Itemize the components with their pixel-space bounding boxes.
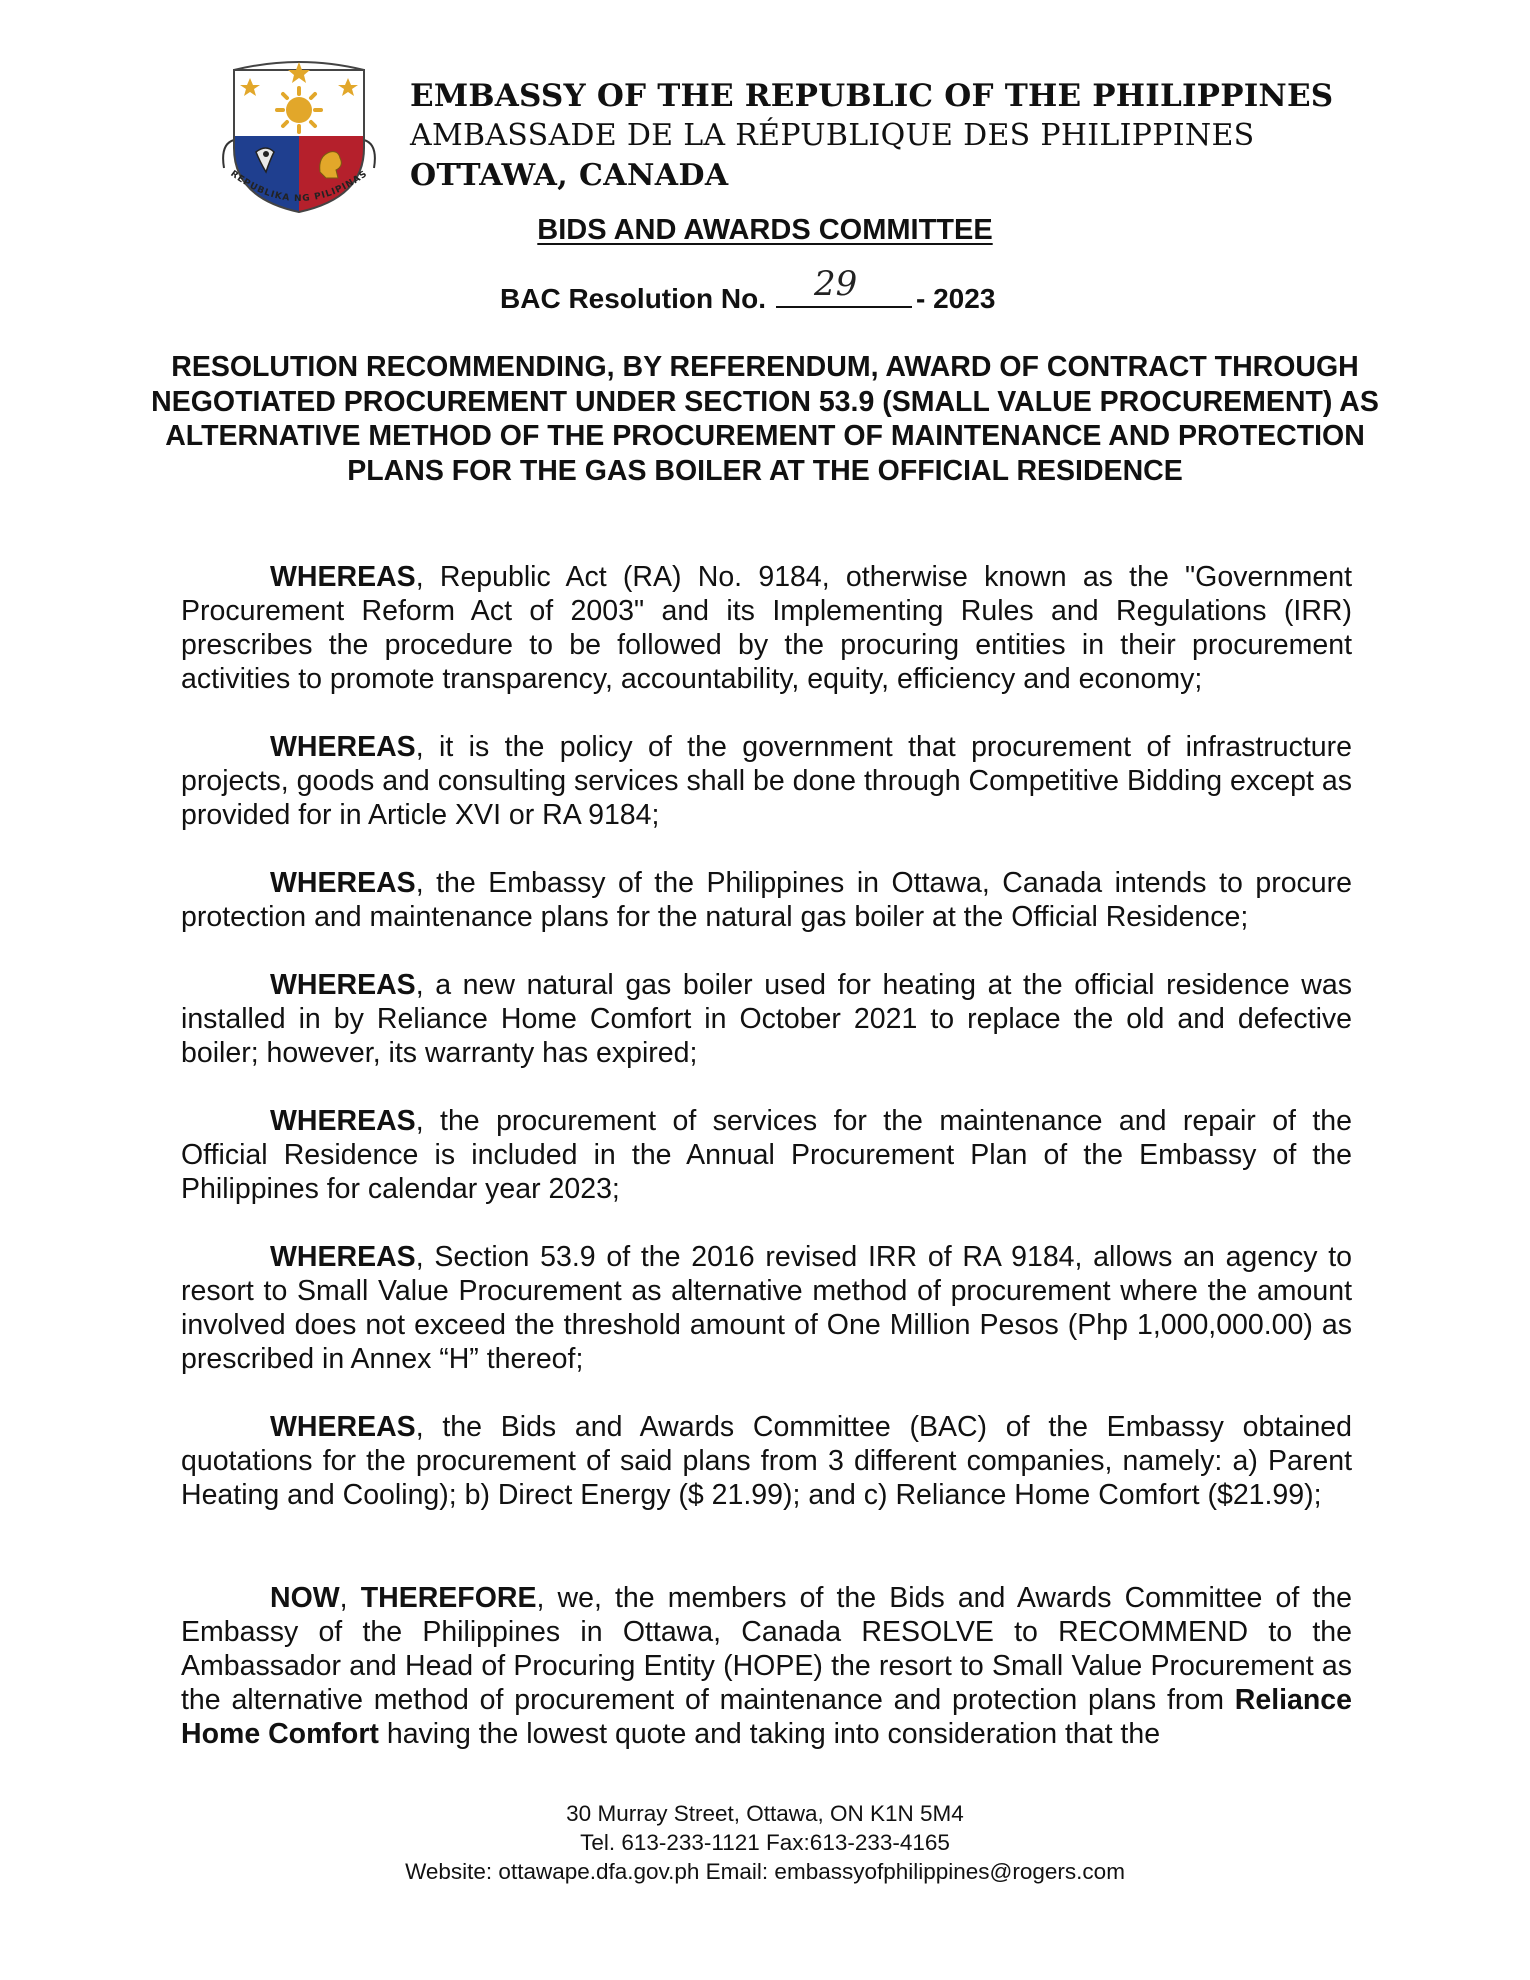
footer-phone-fax: Tel. 613-233-1121 Fax:613-233-4165 — [580, 1830, 950, 1855]
paragraph-text-continued: having the lowest quote and taking into consideration that the — [378, 1718, 1161, 1750]
paragraph-text: , Section 53.9 of the 2016 revised IRR of RA 9184, allows an agency to resort to Small Value Procurement as alternative method of procurement where the amount involved does not exceed the threshold amount of One Million Pesos (Php 1,000,000.00) as prescribed in Annex “H” thereof; — [181, 1241, 1352, 1375]
resolution-label: BAC Resolution No. — [500, 283, 766, 314]
resolution-number-line — [500, 264, 996, 315]
whereas-paragraph-1 — [181, 560, 1352, 696]
embassy-name-french: AMBASSADE DE LA RÉPUBLIQUE DES PHILIPPINES — [410, 118, 1255, 153]
therefore-lead: THEREFORE — [360, 1582, 537, 1614]
awardee-name: Reliance Home Comfort — [181, 1684, 1352, 1750]
seal-text: REPUBLIKA NG PILIPINAS — [228, 168, 370, 205]
paragraph-text: , the Bids and Awards Committee (BAC) of the Embassy obtained quotations for the procurement of said plans from 3 different companies, namely: a) Parent Heating and Cooling); b) Direct Energy ($ 21.99); and c) Reliance Home Comfort ($21.99); — [181, 1411, 1352, 1511]
whereas-paragraph-2 — [181, 730, 1352, 832]
whereas-lead: WHEREAS — [270, 1105, 416, 1137]
whereas-paragraph-3 — [181, 866, 1352, 934]
resolution-title: RESOLUTION RECOMMENDING, BY REFERENDUM, AWARD OF CONTRACT THROUGH NEGOTIATED PROCUREMENT UNDER SECTION 53.9 (SMALL VALUE PROCUREMENT) AS ALTERNATIVE METHOD OF THE PROCUREMENT OF MAINTENANCE AND PROTECTION PLANS FOR THE GAS BOILER AT THE OFFICIAL RESIDENCE — [151, 351, 1379, 487]
letterhead-footer — [0, 1799, 1530, 1886]
committee-name: BIDS AND AWARDS COMMITTEE — [537, 214, 993, 246]
paragraph-text: , the Embassy of the Philippines in Ottawa, Canada intends to procure protection and maintenance plans for the natural gas boiler at the Official Residence; — [181, 867, 1352, 933]
resolve-paragraph — [181, 1581, 1352, 1751]
whereas-paragraph-7 — [181, 1410, 1352, 1512]
whereas-paragraph-5 — [181, 1104, 1352, 1206]
paragraph-text: , Republic Act (RA) No. 9184, otherwise known as the "Government Procurement Reform Act of 2003" and its Implementing Rules and Regulations (IRR) prescribes the procedure to be followed by the procuring entities in their procurement activities to promote transparency, accountability, equity, efficiency and economy; — [181, 561, 1352, 695]
philippine-coat-of-arms-icon — [220, 48, 378, 228]
whereas-lead: WHEREAS — [270, 1411, 416, 1443]
paragraph-text: , we, the members of the Bids and Awards Committee of the Embassy of the Philippines in Ottawa, Canada RESOLVE to RECOMMEND to the Ambassador and Head of Procuring Entity (HOPE) the resort to Small Value Procurement as the alternative method of procurement of maintenance and protection plans from — [181, 1582, 1352, 1716]
embassy-name-english: EMBASSY OF THE REPUBLIC OF THE PHILIPPINES — [410, 78, 1334, 114]
whereas-lead: WHEREAS — [270, 731, 416, 763]
resolution-number-handwritten: 29 — [814, 264, 858, 304]
resolution-number-blank — [776, 264, 912, 308]
whereas-paragraph-6 — [181, 1240, 1352, 1376]
embassy-city: OTTAWA, CANADA — [410, 158, 729, 193]
whereas-lead: WHEREAS — [270, 867, 416, 899]
paragraph-text: , the procurement of services for the maintenance and repair of the Official Residence is included in the Annual Procurement Plan of the Embassy of the Philippines for calendar year 2023; — [181, 1105, 1352, 1205]
whereas-lead: WHEREAS — [270, 1241, 416, 1273]
footer-address: 30 Murray Street, Ottawa, ON K1N 5M4 — [566, 1801, 964, 1826]
committee-heading — [0, 214, 1530, 247]
footer-website-email: Website: ottawape.dfa.gov.ph Email: embassyofphilippines@rogers.com — [405, 1859, 1125, 1884]
resolution-year: - 2023 — [916, 283, 996, 314]
whereas-lead: WHEREAS — [270, 561, 416, 593]
now-lead: NOW — [270, 1582, 340, 1614]
paragraph-text: , a new natural gas boiler used for heating at the official residence was installed in by Reliance Home Comfort in October 2021 to replace the old and defective boiler; however, its warranty has expired; — [181, 969, 1352, 1069]
whereas-lead: WHEREAS — [270, 969, 416, 1001]
lead-separator: , — [339, 1582, 361, 1614]
paragraph-text: , it is the policy of the government that procurement of infrastructure projects, goods and consulting services shall be done through Competitive Bidding except as provided for in Article XVI or RA 9184; — [181, 731, 1352, 831]
whereas-paragraph-4 — [181, 968, 1352, 1070]
